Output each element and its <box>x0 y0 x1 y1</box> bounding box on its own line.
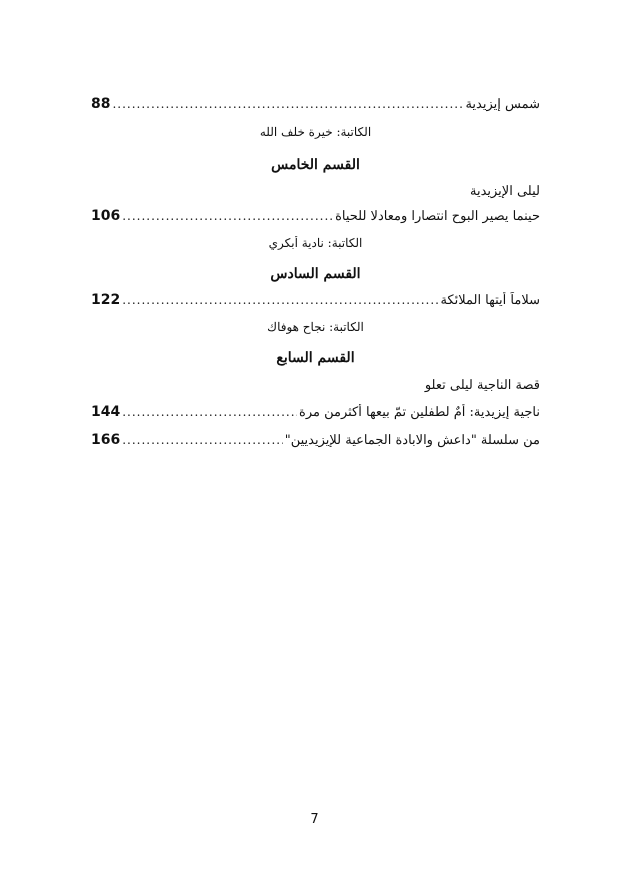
toc-entry-122 <box>91 292 540 312</box>
toc-leader-dots <box>122 433 283 447</box>
story-title: قصة الناجية ليلى تعلو <box>424 378 540 393</box>
author-line: الكاتبة: خيرة خلف الله <box>259 125 372 139</box>
toc-entry-144 <box>91 404 540 424</box>
author-line: الكاتبة: نجاح هوفاك <box>267 320 364 334</box>
toc-page-number: 166 <box>91 432 121 448</box>
author-line: الكاتبة: نادية أبكري <box>268 236 363 250</box>
toc-page-number: 122 <box>91 292 121 308</box>
toc-entry-title: ناجية إيزيدية: أمٌ لطفلين تمّ بيعها أكثرمن مرة <box>299 405 540 420</box>
toc-leader-dots <box>122 293 438 307</box>
toc-leader-dots <box>122 209 333 223</box>
toc-page-number: 106 <box>91 208 121 224</box>
toc-entry-title: من سلسلة "داعش والابادة الجماعية للإيزيديين" <box>284 433 540 448</box>
toc-entry-166 <box>91 432 540 452</box>
section-heading: القسم السادس <box>270 266 361 282</box>
page-number: 7 <box>310 812 319 827</box>
section-heading: القسم الخامس <box>271 157 360 173</box>
toc-entry-106 <box>91 208 540 228</box>
toc-entry-title: شمس إيزيدية <box>465 97 540 112</box>
toc-leader-dots <box>122 405 297 419</box>
toc-page-number: 88 <box>91 96 111 112</box>
toc-page-number: 144 <box>91 404 121 420</box>
toc-entry-title: سلاماً أيتها الملائكة <box>440 293 540 308</box>
toc-entry-title: حينما يصير البوح انتصارا ومعادلا للحياة <box>335 209 540 224</box>
story-title: ليلى الإيزيدية <box>469 184 540 199</box>
toc-leader-dots <box>112 97 463 111</box>
section-heading: القسم السابع <box>276 350 355 366</box>
toc-entry-88 <box>91 96 540 116</box>
